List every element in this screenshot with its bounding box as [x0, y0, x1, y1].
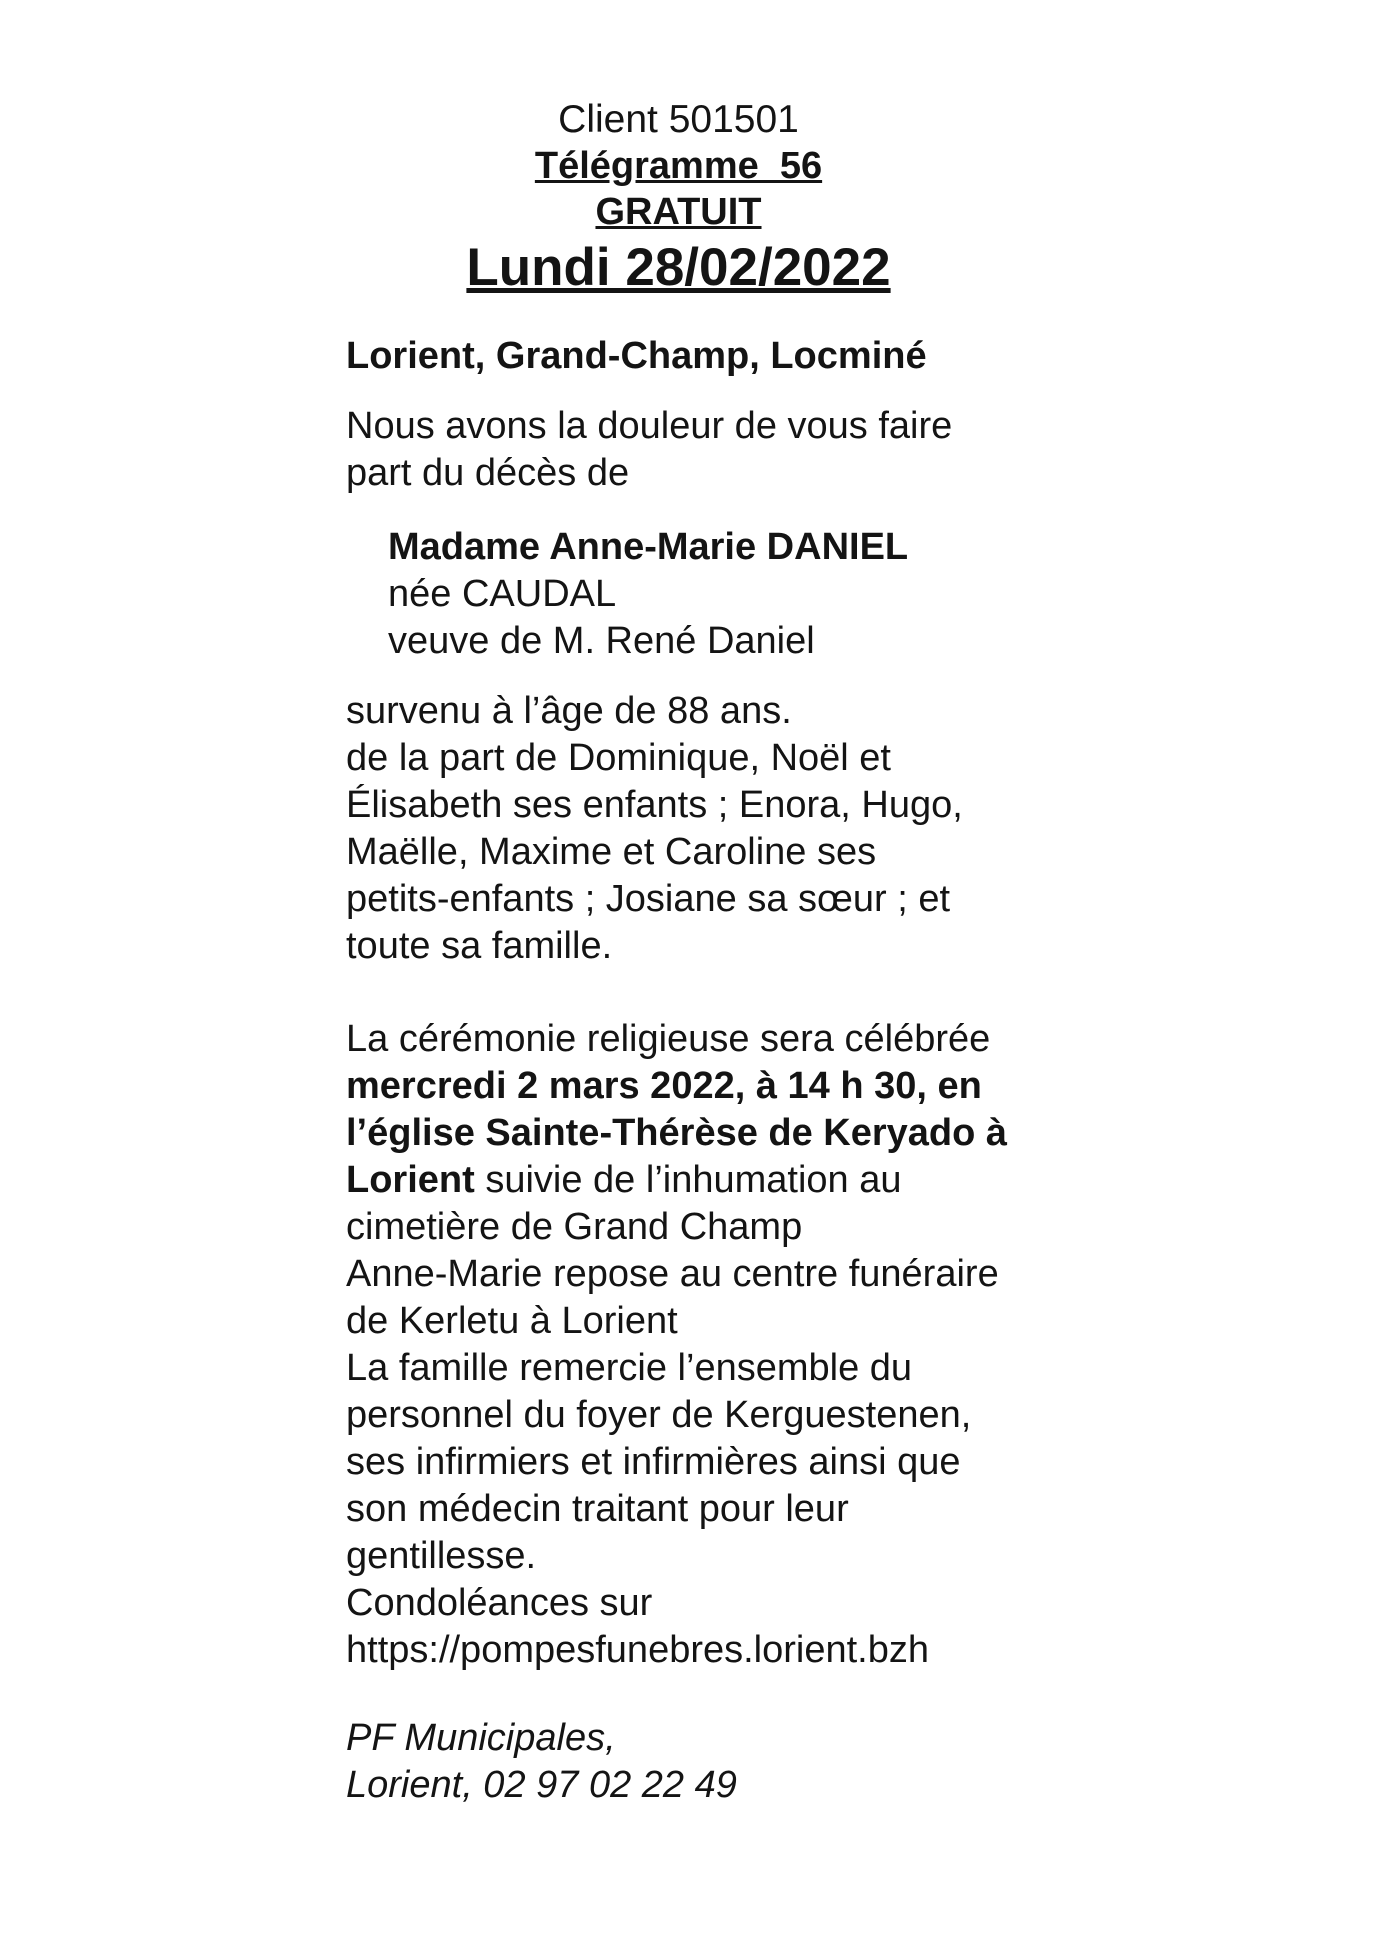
ceremony-line: Condoléances sur [346, 1582, 653, 1624]
signature-line: PF Municipales, [346, 1717, 616, 1759]
ceremony-inhumation: suivie de l’inhumation au [474, 1159, 902, 1201]
notice-header [0, 96, 1357, 301]
ceremony-line: de Kerletu à Lorient [346, 1300, 678, 1342]
publication-date: Lundi 28/02/2022 [466, 238, 891, 297]
notice-details [346, 688, 1346, 970]
publication-title: Télégramme 56 [534, 145, 823, 187]
signature-line: Lorient, 02 97 02 22 49 [346, 1764, 737, 1806]
price-label: GRATUIT [595, 191, 762, 233]
funeral-home-signature [346, 1715, 1346, 1809]
details-line: survenu à l’âge de 88 ans. [346, 690, 792, 732]
ceremony-line [346, 1157, 1346, 1204]
ceremony-line: cimetière de Grand Champ [346, 1206, 803, 1248]
deceased-name: Madame Anne-Marie DANIEL [388, 526, 909, 568]
ceremony-line: son médecin traitant pour leur [346, 1488, 849, 1530]
intro-line: Nous avons la douleur de vous faire [346, 405, 953, 447]
condolences-url: https://pompesfunebres.lorient.bzh [346, 1629, 930, 1671]
details-line: Maëlle, Maxime et Caroline ses [346, 831, 877, 873]
locations-line: Lorient, Grand-Champ, Locminé [346, 335, 927, 377]
ceremony-block [346, 1016, 1346, 1674]
deceased-widow-of: veuve de M. René Daniel [388, 620, 815, 662]
deceased-birth-name: née CAUDAL [388, 573, 617, 615]
ceremony-line: La cérémonie religieuse sera célébrée [346, 1018, 991, 1060]
ceremony-line: Anne-Marie repose au centre funéraire [346, 1253, 999, 1295]
notice-intro [346, 403, 1346, 497]
deceased-block [388, 524, 1377, 665]
notice-locations [346, 333, 1346, 380]
ceremony-date-line: mercredi 2 mars 2022, à 14 h 30, en [346, 1065, 982, 1107]
ceremony-line: personnel du foyer de Kerguestenen, [346, 1394, 972, 1436]
client-number: Client 501501 [558, 98, 799, 141]
ceremony-place-line: l’église Sainte-Thérèse de Keryado à [346, 1112, 1008, 1154]
ceremony-city: Lorient [346, 1159, 475, 1201]
intro-line: part du décès de [346, 452, 630, 494]
details-line: Élisabeth ses enfants ; Enora, Hugo, [346, 784, 963, 826]
ceremony-line: gentillesse. [346, 1535, 537, 1577]
ceremony-line: La famille remercie l’ensemble du [346, 1347, 913, 1389]
details-line: toute sa famille. [346, 925, 613, 967]
ceremony-line: ses infirmiers et infirmières ainsi que [346, 1441, 961, 1483]
details-line: petits-enfants ; Josiane sa sœur ; et [346, 878, 951, 920]
details-line: de la part de Dominique, Noël et [346, 737, 891, 779]
